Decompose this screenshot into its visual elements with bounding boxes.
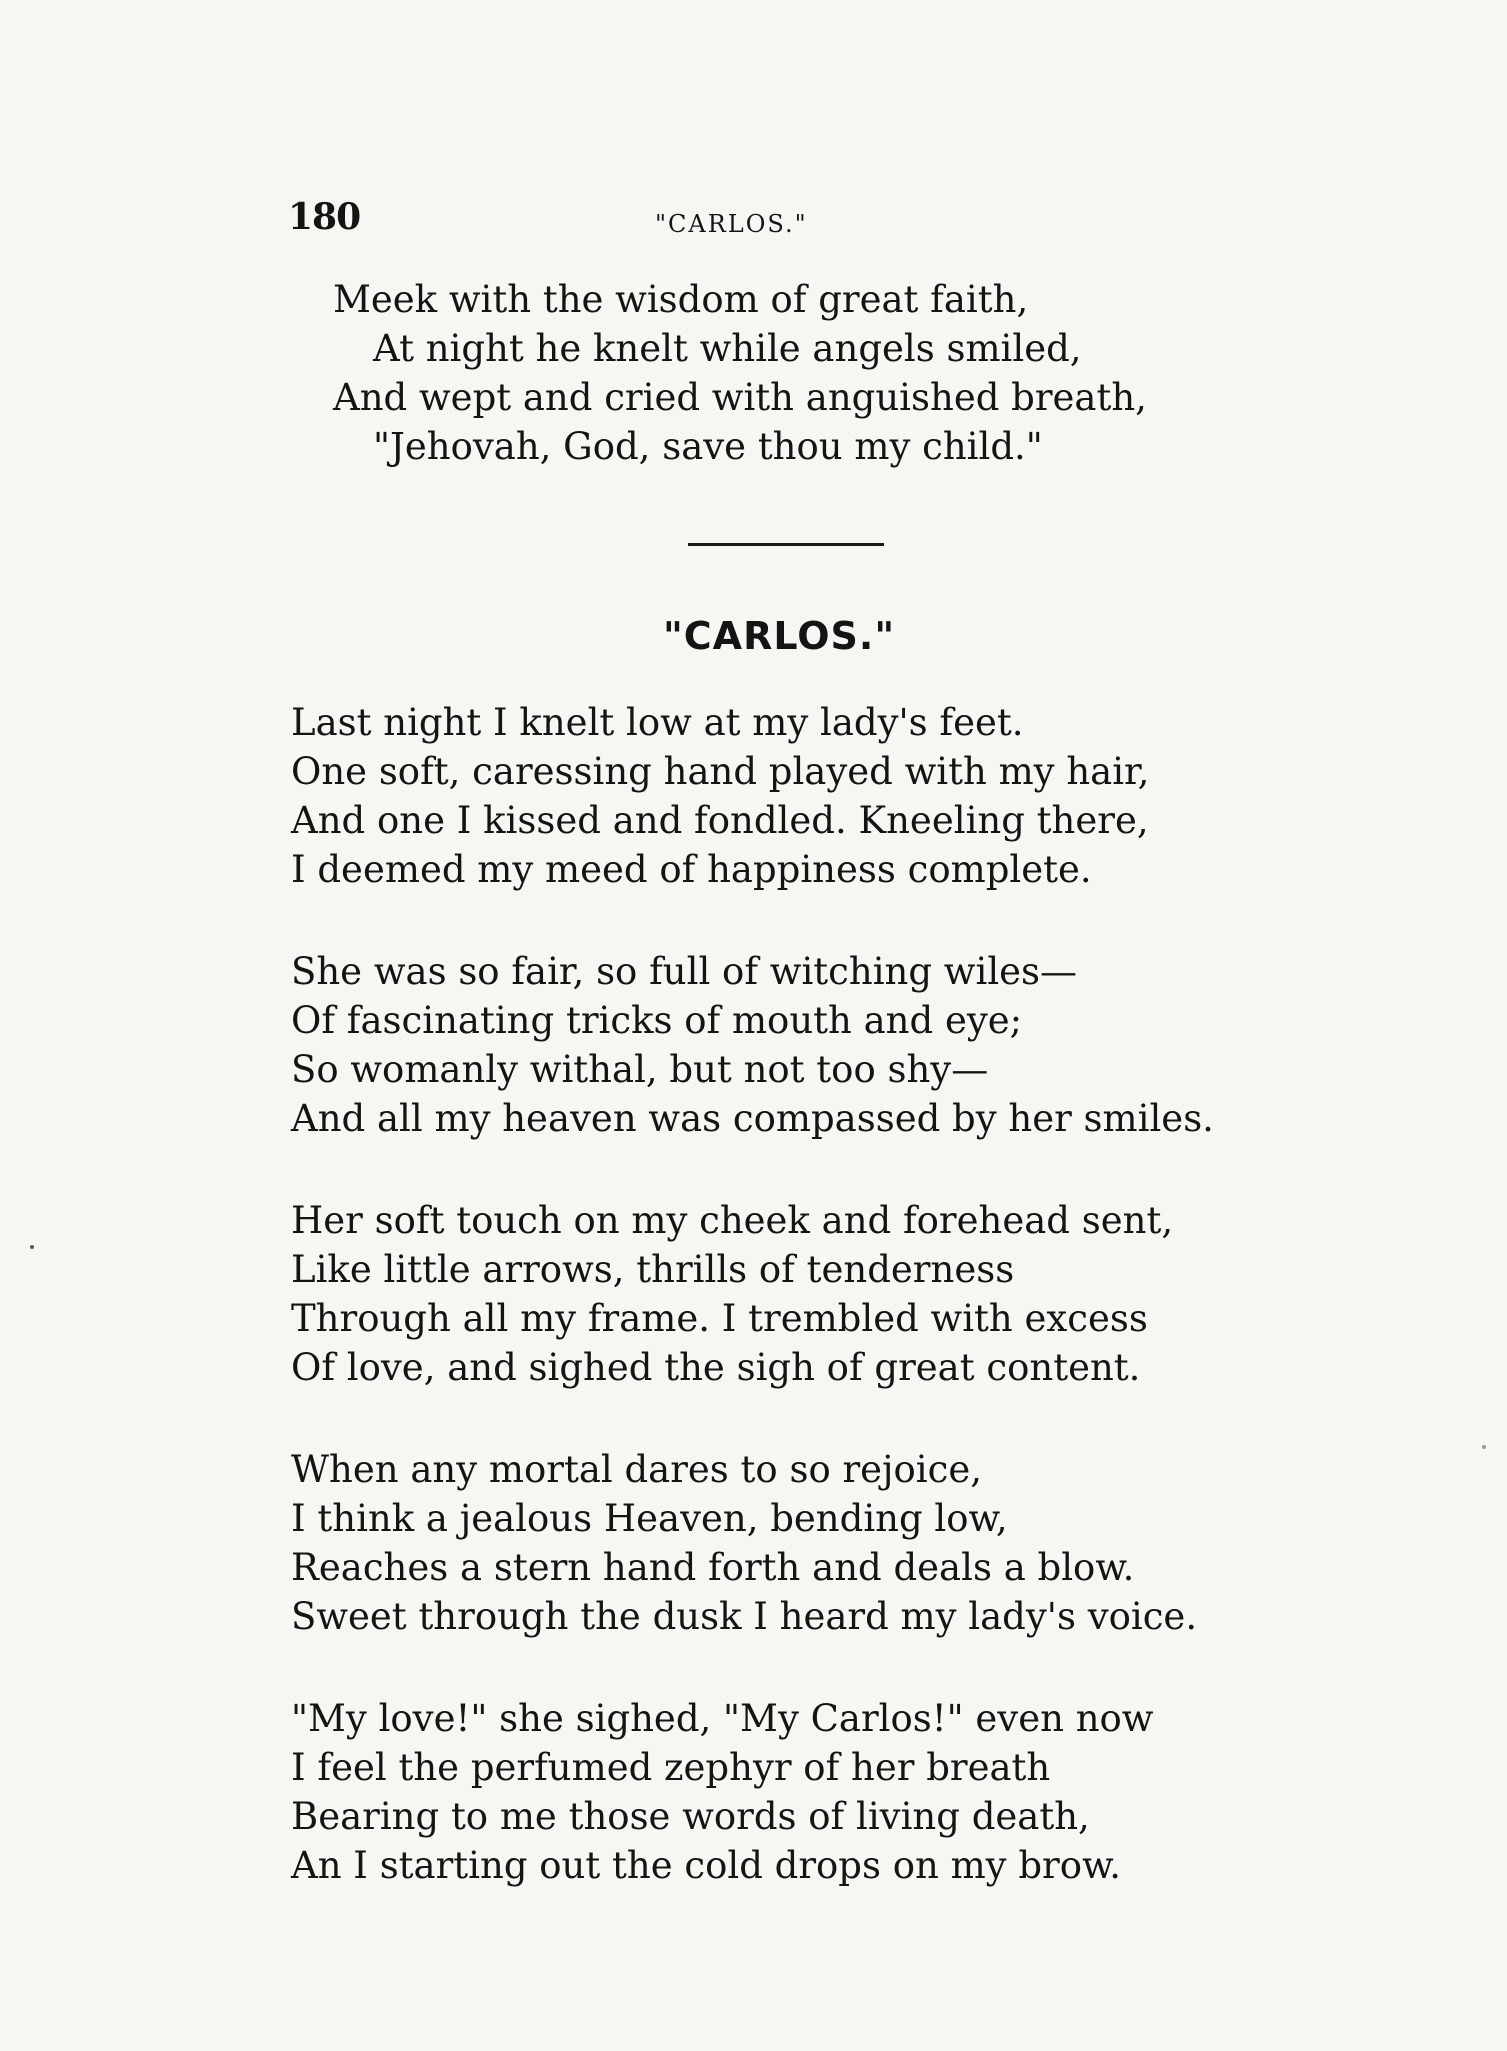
paper-speck bbox=[30, 1245, 34, 1249]
verse-line: An I starting out the cold drops on my brow. bbox=[291, 1844, 1122, 1887]
verse-line: And one I kissed and fondled. Kneeling there, bbox=[291, 799, 1149, 842]
verse-line: And wept and cried with anguished breath, bbox=[333, 376, 1147, 419]
verse-line: One soft, caressing hand played with my hair, bbox=[291, 750, 1150, 793]
verse-line: Her soft touch on my cheek and forehead sent, bbox=[291, 1199, 1174, 1242]
verse-line: When any mortal dares to so rejoice, bbox=[291, 1448, 983, 1491]
verse-line: And all my heaven was compassed by her smiles. bbox=[291, 1097, 1214, 1140]
verse-line: Of fascinating tricks of mouth and eye; bbox=[291, 999, 1023, 1042]
poem-title: "CARLOS." bbox=[663, 614, 896, 658]
verse-line: "My love!" she sighed, "My Carlos!" even now bbox=[291, 1697, 1154, 1740]
verse-line: Last night I knelt low at my lady's feet. bbox=[291, 701, 1024, 744]
page-header bbox=[0, 196, 1507, 246]
verse-line: At night he knelt while angels smiled, bbox=[373, 327, 1082, 370]
running-head: "CARLOS." bbox=[655, 210, 808, 238]
paper-speck bbox=[1482, 1445, 1486, 1449]
verse-line: Through all my frame. I trembled with excess bbox=[291, 1297, 1148, 1340]
verse-line: So womanly withal, but not too shy— bbox=[291, 1048, 989, 1091]
verse-line: Reaches a stern hand forth and deals a blow. bbox=[291, 1546, 1135, 1589]
verse-line: Of love, and sighed the sigh of great content. bbox=[291, 1346, 1141, 1389]
verse-line: Bearing to me those words of living death, bbox=[291, 1795, 1090, 1838]
section-divider bbox=[688, 543, 884, 546]
verse-line: I think a jealous Heaven, bending low, bbox=[291, 1497, 1008, 1540]
verse-line: Sweet through the dusk I heard my lady's voice. bbox=[291, 1595, 1198, 1638]
verse-line: Like little arrows, thrills of tenderness bbox=[291, 1248, 1015, 1291]
verse-line: I deemed my meed of happiness complete. bbox=[291, 848, 1092, 891]
verse-line: She was so fair, so full of witching wiles— bbox=[291, 950, 1078, 993]
verse-line: I feel the perfumed zephyr of her breath bbox=[291, 1746, 1051, 1789]
page-number: 180 bbox=[288, 196, 361, 238]
verse-line: "Jehovah, God, save thou my child." bbox=[373, 425, 1043, 468]
verse-line: Meek with the wisdom of great faith, bbox=[333, 278, 1029, 321]
